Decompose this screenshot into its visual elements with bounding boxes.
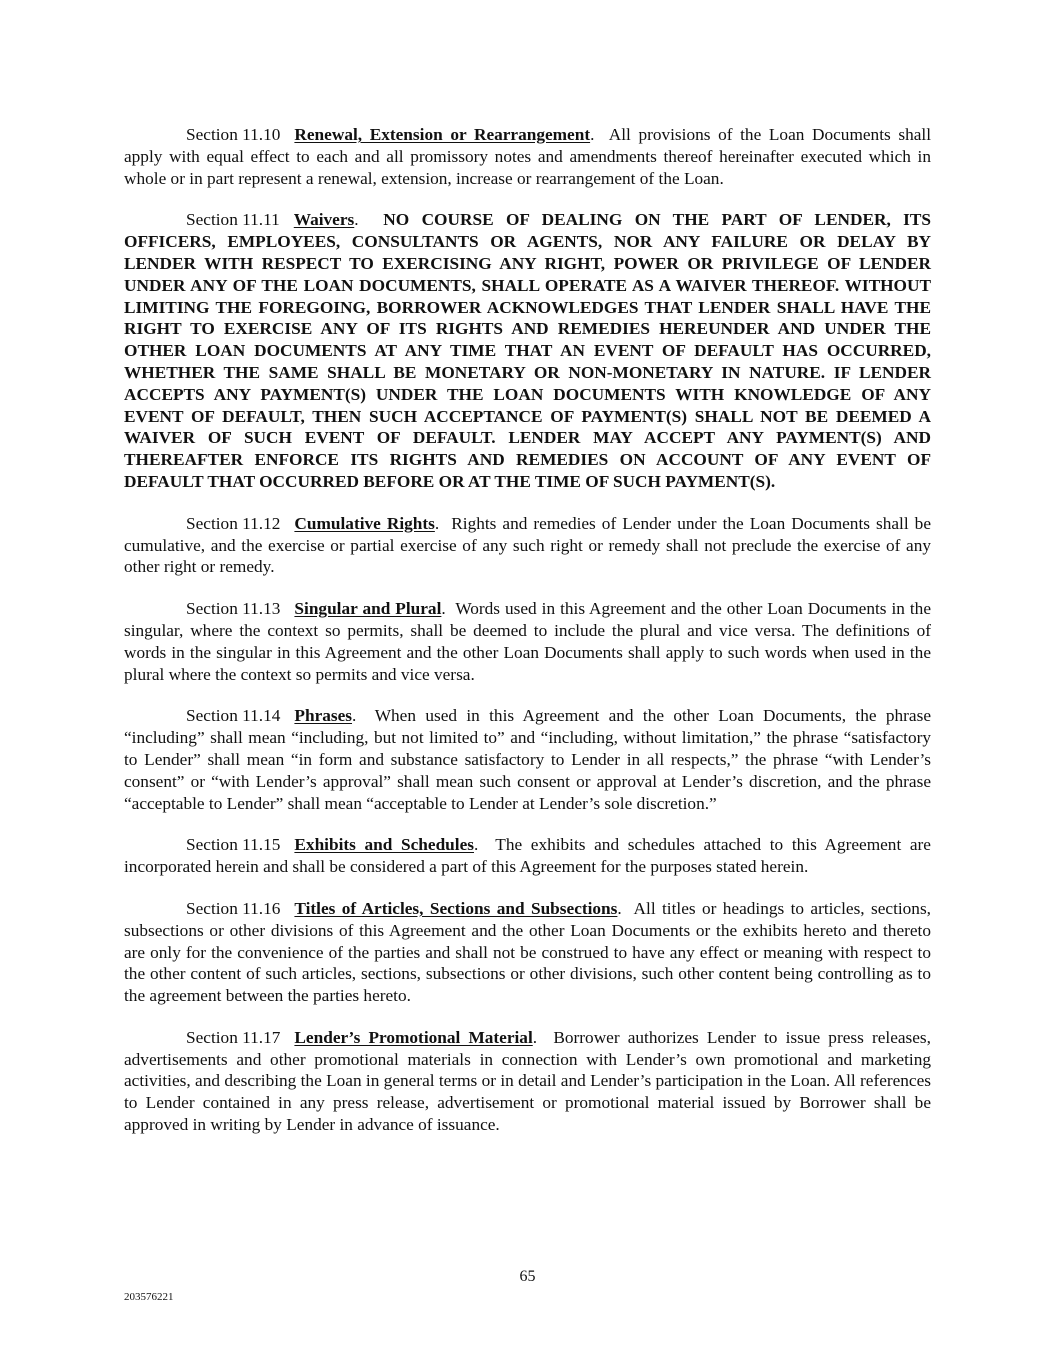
- section-body: Words used in this Agreement and the other Loan Documents in the singular, where the context so permits, shall be deemed to include the plural and vice versa. The definitions of words in the singular in this Agreement and the other Loan Documents shall apply to such words when used in the plural where the context so permits and vice versa.: [124, 599, 931, 684]
- section-title: Titles of Articles, Sections and Subsections: [294, 898, 618, 918]
- section-11-14: Section 11.14 Phrases. When used in this Agreement and the other Loan Documents, the phrase “including” shall mean “including, but not limited to” and “including, without limitation,” the phrase “satisfactory to Lender” shall mean “in form and substance satisfactory to Lender in all respects,” the phrase “with Lender’s consent” or “with Lender’s approval” shall mean such consent or approval at Lender’s discretion, and the phrase “acceptable to Lender” shall mean “acceptable to Lender at Lender’s sole discretion.”: [124, 706, 931, 813]
- section-number: Section 11.17: [186, 1027, 281, 1047]
- section-body: Rights and remedies of Lender under the Loan Documents shall be cumulative, and the exercise or partial exercise of any such right or remedy shall not preclude the exercise of any other right or remedy.: [124, 513, 931, 577]
- section-body: When used in this Agreement and the other Loan Documents, the phrase “including” shall mean “including, but not limited to” and “including, without limitation,” the phrase “satisfactory to Lender” shall mean “in form and substance satisfactory to Lender in all respects,” the phrase “with Lender’s consent” or “with Lender’s approval” shall mean such consent or approval at Lender’s discretion, and the phrase “acceptable to Lender” shall mean “acceptable to Lender at Lender’s sole discretion.”: [124, 706, 931, 813]
- section-11-16: Section 11.16 Titles of Articles, Sections and Subsections. All titles or headings to articles, sections, subsections or other divisions of this Agreement and the other Loan Documents or the exhibits hereto and thereto are only for the convenience of the parties and shall not be construed to have any effect or meaning with respect to the other content of such articles, sections, subsections or other divisions, such other content being controlling as to the agreement between the parties hereto.: [124, 898, 931, 1006]
- section-number: Section 11.10: [186, 125, 281, 144]
- section-number: Section 11.16: [186, 898, 281, 918]
- section-11-12: Section 11.12 Cumulative Rights. Rights and remedies of Lender under the Loan Documents shall be cumulative, and the exercise or partial exercise of any such right or remedy shall not preclude the exercise of any other right or remedy.: [124, 513, 931, 577]
- document-page: [124, 124, 931, 1156]
- section-body: The exhibits and schedules attached to this Agreement are incorporated herein and shall be considered a part of this Agreement for the purposes stated herein.: [124, 835, 931, 877]
- section-11-10: Section 11.10 Renewal, Extension or Rearrangement. All provisions of the Loan Documents shall apply with equal effect to each and all promissory notes and amendments thereof hereinafter executed which in whole or in part represent a renewal, extension, increase or rearrangement of the Loan.: [124, 125, 931, 188]
- section-title: Singular and Plural: [294, 599, 442, 619]
- section-body: All titles or headings to articles, sections, subsections or other divisions of this Agreement and the other Loan Documents or the exhibits hereto and thereto are only for the convenience of the parties and shall not be construed to have any effect or meaning with respect to the other content of such articles, sections, subsections or other divisions, such other content being controlling as to the agreement between the parties hereto.: [124, 898, 931, 1006]
- section-title: Renewal, Extension or Rearrangement: [294, 125, 591, 144]
- section-number: Section 11.15: [186, 835, 281, 855]
- section-title: Cumulative Rights: [294, 513, 435, 533]
- section-title: Phrases: [294, 706, 353, 726]
- page-number: 65: [519, 1268, 536, 1285]
- section-body: Borrower authorizes Lender to issue press releases, advertisements and other promotional materials in connection with Lender’s own promotional and marketing activities, and describing the Loan in general terms or in detail and Lender’s participation in the Loan. All references to Lender contained in any press release, advertisement or promotional material issued by Borrower shall be approved in writing by Lender in advance of issuance.: [124, 1027, 931, 1135]
- section-body: All provisions of the Loan Documents shall apply with equal effect to each and all promissory notes and amendments thereof hereinafter executed which in whole or in part represent a renewal, extension, increase or rearrangement of the Loan.: [124, 125, 931, 188]
- section-title: Waivers: [293, 210, 355, 230]
- section-body: NO COURSE OF DEALING ON THE PART OF LENDER, ITS OFFICERS, EMPLOYEES, CONSULTANTS OR AGENTS, NOR ANY FAILURE OR DELAY BY LENDER WITH RESPECT TO EXERCISING ANY RIGHT, POWER OR PRIVILEGE OF LENDER UNDER ANY OF THE LOAN DOCUMENTS, SHALL OPERATE AS A WAIVER THEREOF. WITHOUT LIMITING THE FOREGOING, BORROWER ACKNOWLEDGES THAT LENDER SHALL HAVE THE RIGHT TO EXERCISE ANY OF ITS RIGHTS AND REMEDIES HEREUNDER AND UNDER THE OTHER LOAN DOCUMENTS AT ANY TIME THAT AN EVENT OF DEFAULT HAS OCCURRED, WHETHER THE SAME SHALL BE MONETARY OR NON-MONETARY IN NATURE. IF LENDER ACCEPTS ANY PAYMENT(S) UNDER THE LOAN DOCUMENTS WITH KNOWLEDGE OF ANY EVENT OF DEFAULT, THEN SUCH ACCEPTANCE OF PAYMENT(S) SHALL NOT BE DEEMED A WAIVER OF SUCH EVENT OF DEFAULT. LENDER MAY ACCEPT ANY PAYMENT(S) AND THEREAFTER ENFORCE ITS RIGHTS AND REMEDIES ON ACCOUNT OF ANY EVENT OF DEFAULT THAT OCCURRED BEFORE OR AT THE TIME OF SUCH PAYMENT(S).: [124, 210, 931, 491]
- section-11-15: Section 11.15 Exhibits and Schedules. The exhibits and schedules attached to this Agreement are incorporated herein and shall be considered a part of this Agreement for the purposes stated herein.: [124, 835, 931, 877]
- section-number: Section 11.11: [186, 210, 280, 230]
- document-id: 203576221: [124, 1291, 174, 1303]
- section-title: Lender’s Promotional Material: [294, 1027, 533, 1047]
- section-number: Section 11.14: [186, 706, 281, 726]
- section-11-17: Section 11.17 Lender’s Promotional Material. Borrower authorizes Lender to issue press releases, advertisements and other promotional materials in connection with Lender’s own promotional and marketing activities, and describing the Loan in general terms or in detail and Lender’s participation in the Loan. All references to Lender contained in any press release, advertisement or promotional material issued by Borrower shall be approved in writing by Lender in advance of issuance.: [124, 1027, 931, 1135]
- section-number: Section 11.13: [186, 599, 281, 619]
- section-title: Exhibits and Schedules: [294, 835, 474, 855]
- section-11-11: Section 11.11 Waivers. NO COURSE OF DEALING ON THE PART OF LENDER, ITS OFFICERS, EMPLOYEES, CONSULTANTS OR AGENTS, NOR ANY FAILURE OR DELAY BY LENDER WITH RESPECT TO EXERCISING ANY RIGHT, POWER OR PRIVILEGE OF LENDER UNDER ANY OF THE LOAN DOCUMENTS, SHALL OPERATE AS A WAIVER THEREOF. WITHOUT LIMITING THE FOREGOING, BORROWER ACKNOWLEDGES THAT LENDER SHALL HAVE THE RIGHT TO EXERCISE ANY OF ITS RIGHTS AND REMEDIES HEREUNDER AND UNDER THE OTHER LOAN DOCUMENTS AT ANY TIME THAT AN EVENT OF DEFAULT HAS OCCURRED, WHETHER THE SAME SHALL BE MONETARY OR NON-MONETARY IN NATURE. IF LENDER ACCEPTS ANY PAYMENT(S) UNDER THE LOAN DOCUMENTS WITH KNOWLEDGE OF ANY EVENT OF DEFAULT, THEN SUCH ACCEPTANCE OF PAYMENT(S) SHALL NOT BE DEEMED A WAIVER OF SUCH EVENT OF DEFAULT. LENDER MAY ACCEPT ANY PAYMENT(S) AND THEREAFTER ENFORCE ITS RIGHTS AND REMEDIES ON ACCOUNT OF ANY EVENT OF DEFAULT THAT OCCURRED BEFORE OR AT THE TIME OF SUCH PAYMENT(S).: [124, 210, 931, 491]
- section-11-13: Section 11.13 Singular and Plural. Words used in this Agreement and the other Loan Documents in the singular, where the context so permits, shall be deemed to include the plural and vice versa. The definitions of words in the singular in this Agreement and the other Loan Documents shall apply to such words when used in the plural where the context so permits and vice versa.: [124, 599, 931, 684]
- section-number: Section 11.12: [186, 513, 281, 533]
